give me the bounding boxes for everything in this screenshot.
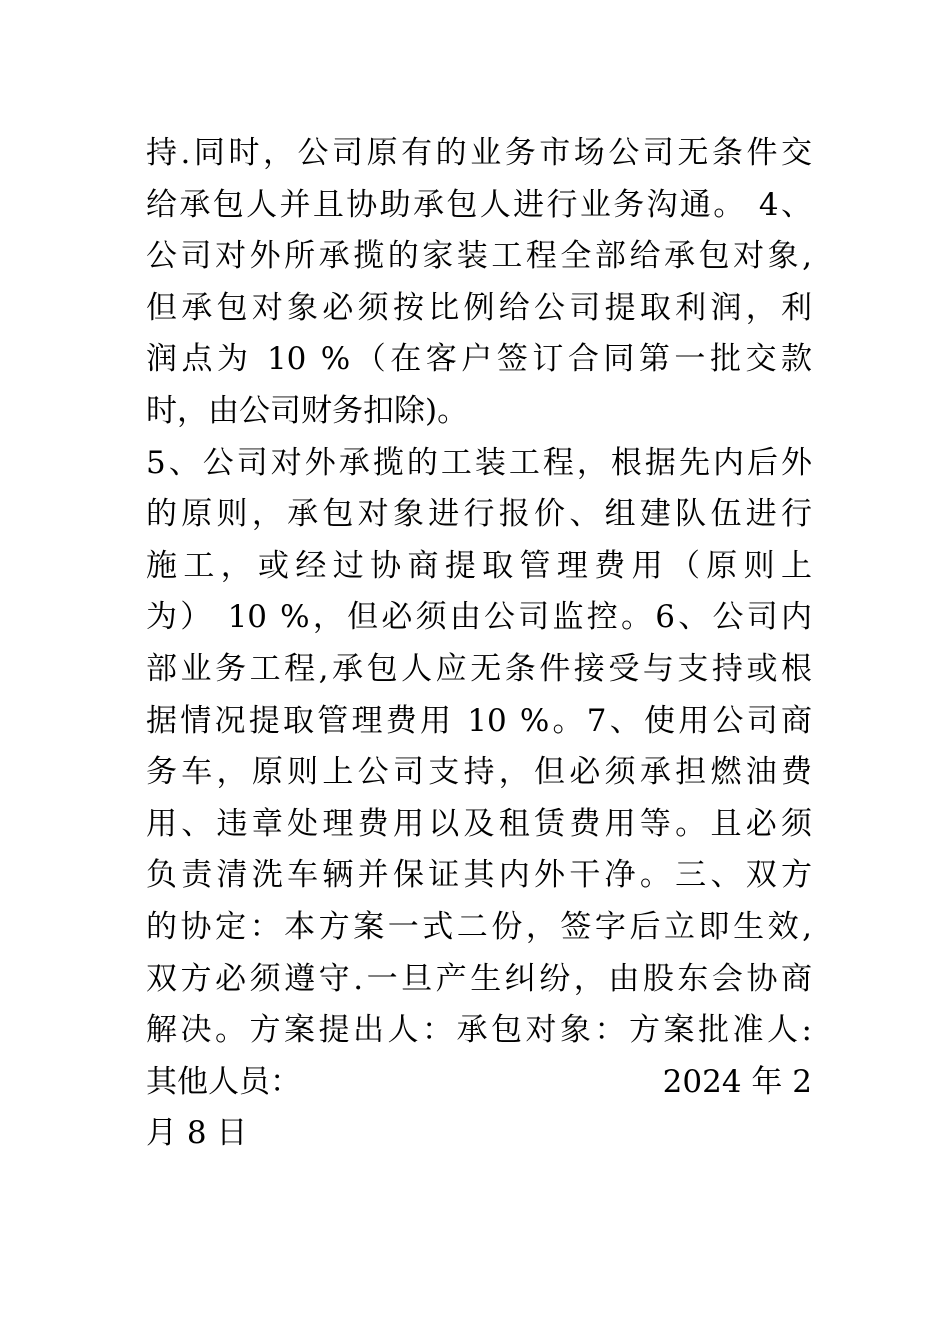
text-line: 务车，原则上公司支持，但必须承担燃油费 (146, 754, 812, 791)
date-line: 月 8 日 (146, 1115, 248, 1152)
text-line: 润点为 10 %（在客户签订合同第一批交款 (146, 341, 812, 378)
text-line: 施工，或经过协商提取管理费用（原则上 (146, 547, 812, 584)
text-line: 解决。方案提出人：承包对象：方案批准人: (146, 1012, 812, 1049)
text-line: 公司对外所承揽的家装工程全部给承包对象, (146, 238, 812, 275)
text-line: 用、违章处理费用以及租赁费用等。且必须 (146, 805, 812, 842)
text-line: 据情况提取管理费用 10 %。7、使用公司商 (146, 702, 812, 739)
text-line: 给承包人并且协助承包人进行业务沟通。 4、 (146, 186, 812, 223)
text-line: 为） 10 %，但必须由公司监控。6、公司内 (146, 599, 812, 636)
signature-line (146, 1057, 812, 1109)
text-line: 但承包对象必须按比例给公司提取利润，利 (146, 289, 812, 326)
text-line: 的协定：本方案一式二份，签字后立即生效, (146, 908, 812, 945)
text-line: 时，由公司财务扣除)。 (146, 392, 469, 429)
text-line: 5、公司对外承揽的工装工程，根据先内后外 (146, 444, 812, 481)
document-body (146, 128, 812, 1160)
text-line: 部业务工程,承包人应无条件接受与支持或根 (146, 650, 812, 687)
signature-others-label: 其他人员： (146, 1063, 301, 1100)
text-line: 持.同时，公司原有的业务市场公司无条件交 (146, 135, 812, 171)
text-line: 的原则，承包对象进行报价、组建队伍进行 (146, 496, 812, 533)
date-year-month: 2024 年 2 (662, 1063, 812, 1100)
text-line: 负责清洗车辆并保证其内外干净。三、双方 (146, 857, 812, 894)
text-line: 双方必须遵守.一旦产生纠纷，由股东会协商 (146, 960, 812, 997)
